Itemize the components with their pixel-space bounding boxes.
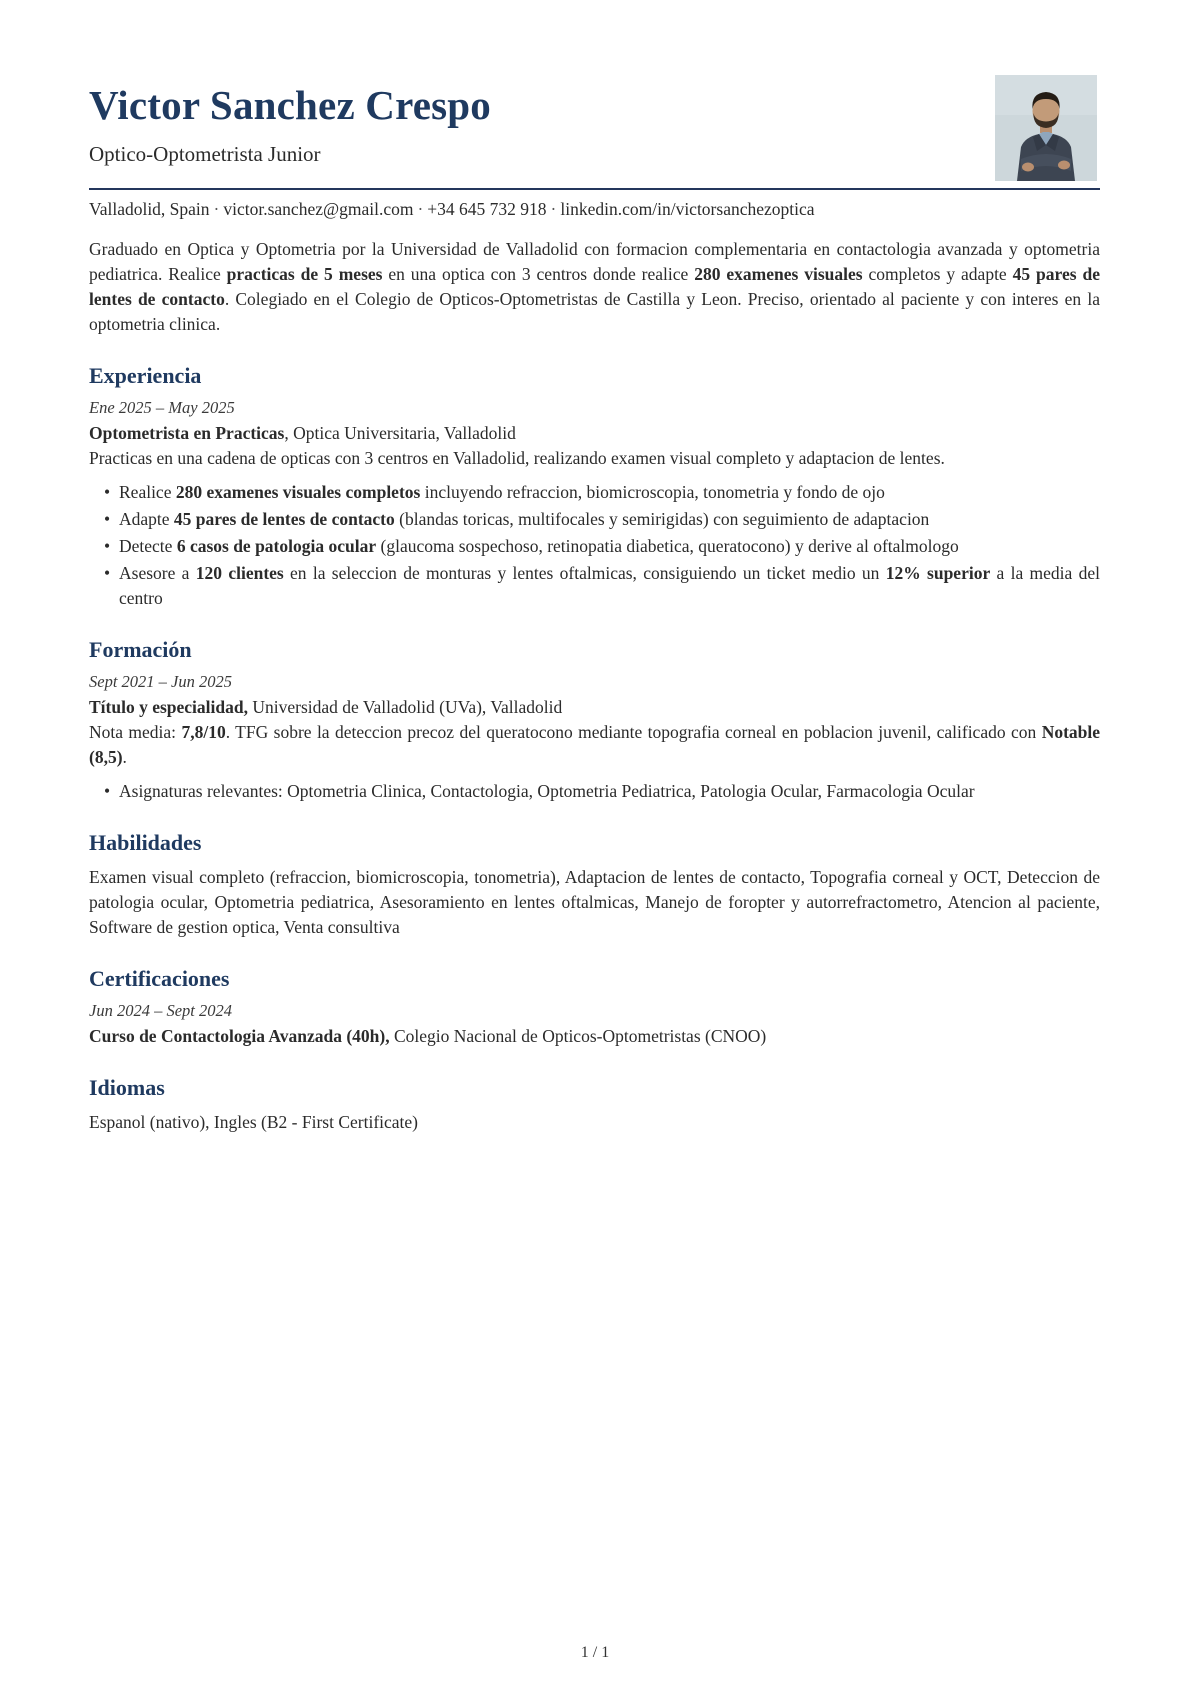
section-skills [89,830,1100,940]
contact-separator: · [213,199,220,220]
education-bullet: • Asignaturas relevantes: Optometria Clinica, Contactologia, Optometria Pediatrica, Patologia Ocular, Farmacologia Ocular [89,779,1100,804]
experience-bullet: • Adapte 45 pares de lentes de contacto (blandas toricas, multifocales y semirigidas) con seguimiento de adaptacion [89,507,1100,532]
profile-photo-illustration [995,75,1097,181]
education-heading: Formación [89,637,192,663]
contact-line [89,199,1100,220]
languages-heading: Idiomas [89,1075,165,1101]
experience-role-line: Optometrista en Practicas, Optica Universitaria, Valladolid [89,423,516,444]
experience-heading: Experiencia [89,363,202,389]
education-detail: Nota media: 7,8/10. TFG sobre la deteccion precoz del queratocono mediante topografia corneal en poblacion juvenil, calificado con Notable (8,5). [89,722,1101,768]
skills-heading: Habilidades [89,830,202,856]
candidate-name: Victor Sanchez Crespo [89,82,492,128]
header-divider [89,188,1100,190]
candidate-title: Optico-Optometrista Junior [89,142,321,167]
contact-separator: · [417,199,424,220]
summary-paragraph: Graduado en Optica y Optometria por la Universidad de Valladolid con formacion complementaria en contactologia avanzada y optometria pediatrica. Realice practicas de 5 meses en una optica con 3 centros donde realice 280 examenes visuales completos y adapte 45 pares de lentes de contacto. Colegiado en el Colegio de Opticos-Optometristas de Castilla y Leon. Preciso, orientado al paciente y con interes en la optometria clinica. [89,239,1100,335]
certifications-date-range: Jun 2024 – Sept 2024 [89,1001,232,1021]
page-number: 1 / 1 [580,1644,610,1661]
skills-paragraph: Examen visual completo (refraccion, biomicroscopia, tonometria), Adaptacion de lentes de contacto, Topografia corneal y OCT, Deteccion de patologia ocular, Optometria pediatrica, Asesoramiento en lentes oftalmicas, Manejo de foropter y autorrefractometro, Atencion al paciente, Software de gestion optica, Venta consultiva [89,867,1100,938]
contact-linkedin: linkedin.com/in/victorsanchezoptica [560,199,815,220]
experience-bullet-list [89,480,1100,611]
profile-photo [995,75,1097,181]
contact-separator: · [550,199,557,220]
experience-bullet: • Realice 280 examenes visuales completos incluyendo refraccion, biomicroscopia, tonometria y fondo de ojo [89,480,1100,505]
contact-phone: +34 645 732 918 [427,199,547,220]
certifications-heading: Certificaciones [89,966,230,992]
contact-email: victor.sanchez@gmail.com [223,199,414,220]
header [89,84,1100,167]
experience-description: Practicas en una cadena de opticas con 3 centros en Valladolid, realizando examen visual completo y adaptacion de lentes. [89,448,945,469]
section-education [89,637,1100,804]
contact-location: Valladolid, Spain [89,199,210,220]
experience-bullet: • Detecte 6 casos de patologia ocular (glaucoma sospechoso, retinopatia diabetica, queratocono) y derive al oftalmologo [89,534,1100,559]
education-date-range: Sept 2021 – Jun 2025 [89,672,232,692]
section-certifications [89,966,1100,1049]
education-degree-line: Título y especialidad, Universidad de Valladolid (UVa), Valladolid [89,697,563,718]
experience-date-range: Ene 2025 – May 2025 [89,398,235,418]
section-experience [89,363,1100,611]
section-languages [89,1075,1100,1135]
education-bullet-list [89,779,1100,804]
certification-line: Curso de Contactologia Avanzada (40h), Colegio Nacional de Opticos-Optometristas (CNOO) [89,1026,767,1047]
experience-bullet: • Asesore a 120 clientes en la seleccion de monturas y lentes oftalmicas, consiguiendo un ticket medio un 12% superior a la media del centro [89,561,1100,611]
languages-paragraph: Espanol (nativo), Ingles (B2 - First Certificate) [89,1112,419,1133]
